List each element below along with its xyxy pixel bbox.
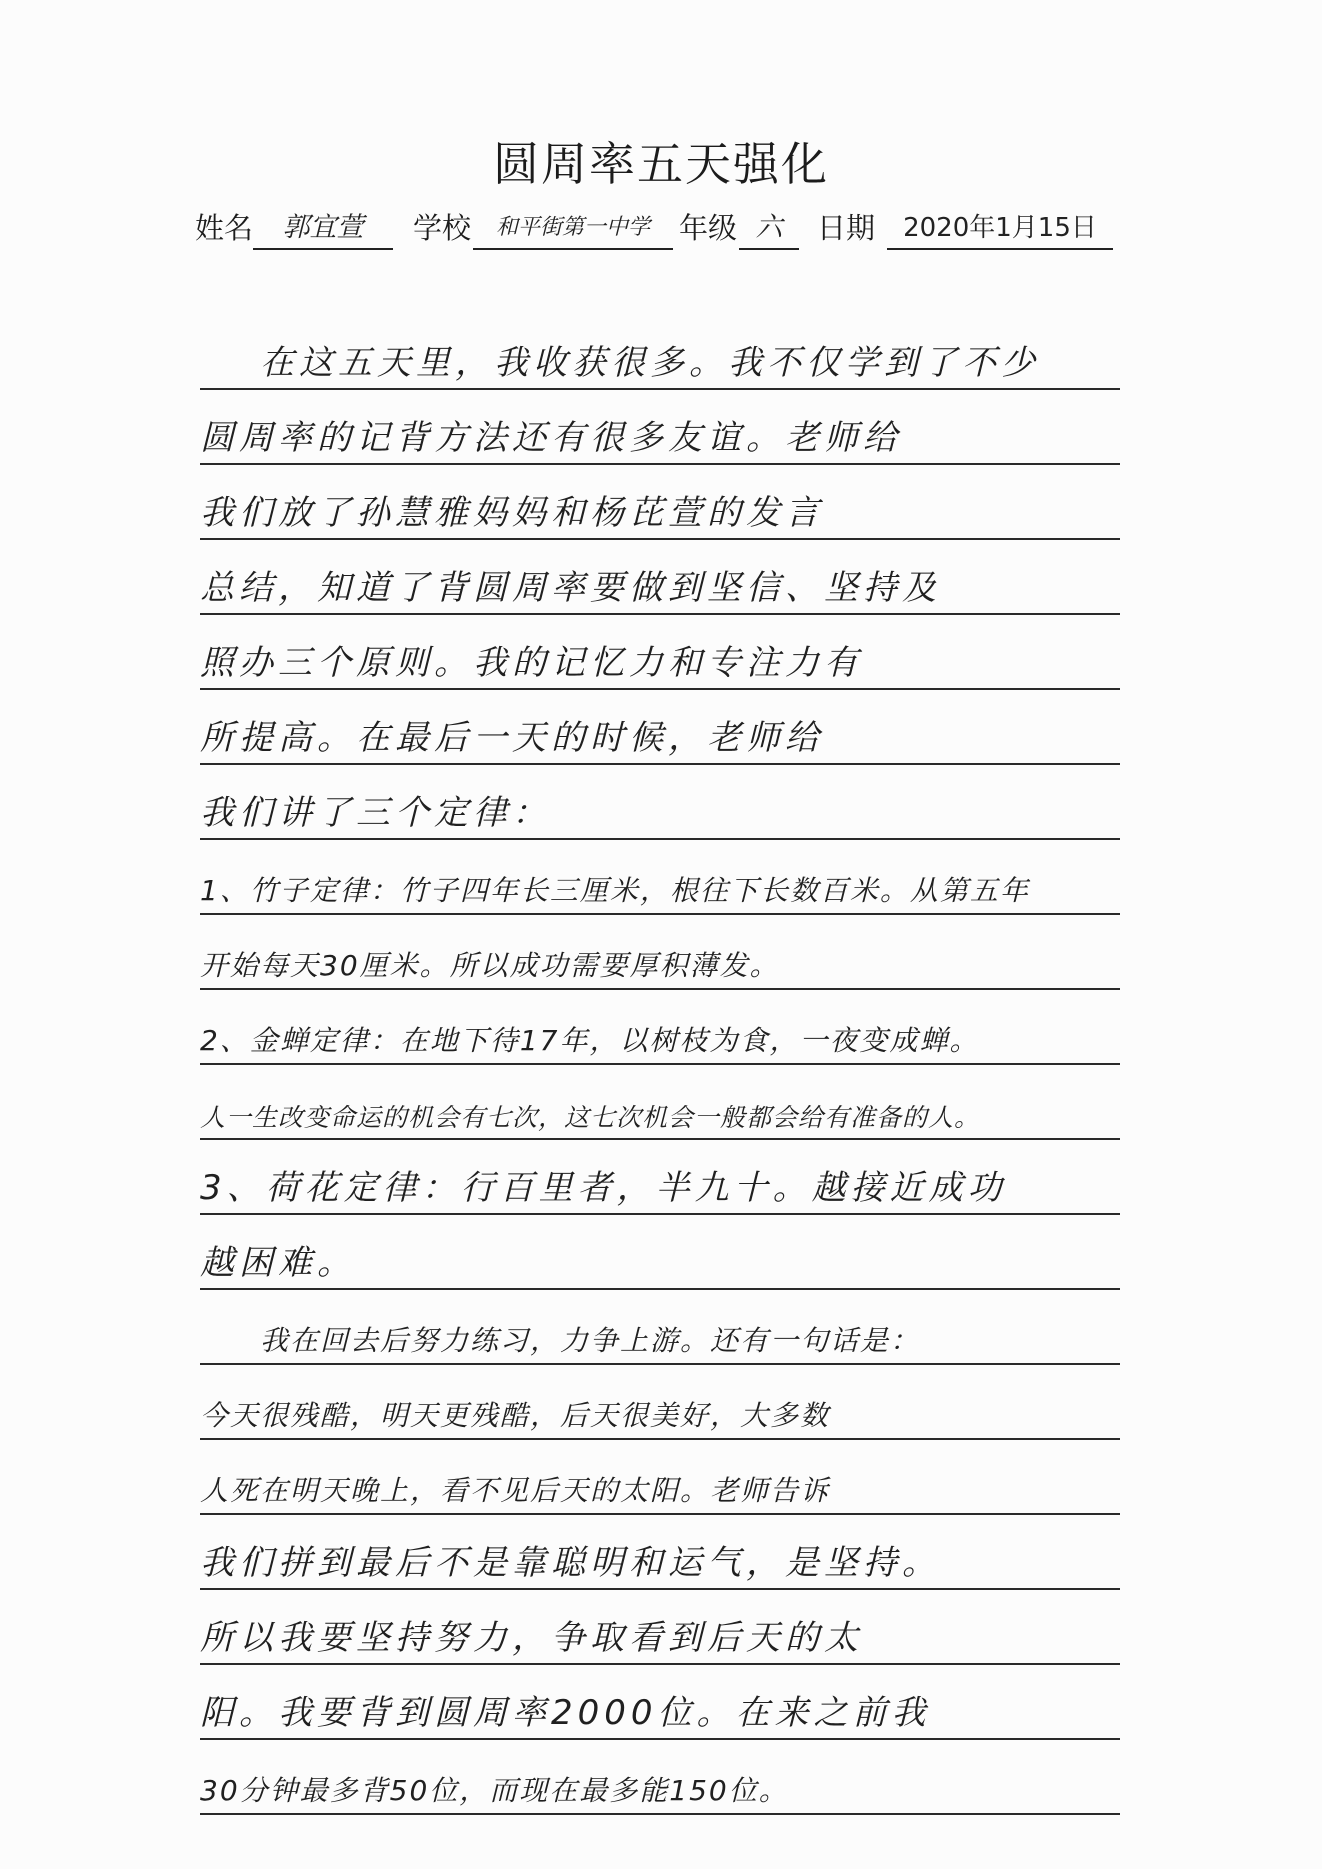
name-label: 姓名 xyxy=(195,211,254,245)
essay-line: 开始每天30厘米。所以成功需要厚积薄发。 xyxy=(200,910,1120,990)
essay-line: 3、荷花定律：行百里者，半九十。越接近成功 xyxy=(200,1135,1120,1215)
essay-line: 阳。我要背到圆周率2000位。在来之前我 xyxy=(200,1660,1120,1740)
essay-line: 在这五天里，我收获很多。我不仅学到了不少 xyxy=(200,310,1120,390)
essay-line: 人一生改变命运的机会有七次，这七次机会一般都会给有准备的人。 xyxy=(200,1060,1120,1140)
date-label: 日期 xyxy=(817,211,876,245)
essay-line: 2、金蝉定律：在地下待17年，以树枝为食，一夜变成蝉。 xyxy=(200,985,1120,1065)
essay-line: 照办三个原则。我的记忆力和专注力有 xyxy=(200,610,1120,690)
name-value: 郭宜萱 xyxy=(253,208,393,250)
date-value: 2020年1月15日 xyxy=(887,208,1113,250)
essay-line: 越困难。 xyxy=(200,1210,1120,1290)
essay-line: 今天很残酷，明天更残酷，后天很美好，大多数 xyxy=(200,1360,1120,1440)
essay-line: 我们拼到最后不是靠聪明和运气，是坚持。 xyxy=(200,1510,1120,1590)
essay-line: 我们讲了三个定律： xyxy=(200,760,1120,840)
essay-line: 我们放了孙慧雅妈妈和杨芘萱的发言 xyxy=(200,460,1120,540)
essay-line: 30分钟最多背50位，而现在最多能150位。 xyxy=(200,1735,1120,1815)
ruled-line xyxy=(200,1813,1120,1815)
essay-line: 1、竹子定律：竹子四年长三厘米，根往下长数百米。从第五年 xyxy=(200,835,1120,915)
essay-line: 总结，知道了背圆周率要做到坚信、坚持及 xyxy=(200,535,1120,615)
grade-value: 六 xyxy=(739,208,799,250)
page-title: 圆周率五天强化 xyxy=(493,137,829,191)
school-label: 学校 xyxy=(413,211,472,245)
essay-line: 圆周率的记背方法还有很多友谊。老师给 xyxy=(200,385,1120,465)
school-value: 和平街第一中学 xyxy=(473,208,673,250)
essay-line: 人死在明天晚上，看不见后天的太阳。老师告诉 xyxy=(200,1435,1120,1515)
essay-line: 所以我要坚持努力，争取看到后天的太 xyxy=(200,1585,1120,1665)
grade-label: 年级 xyxy=(679,211,738,245)
essay-line: 我在回去后努力练习，力争上游。还有一句话是： xyxy=(200,1285,1120,1365)
essay-line: 所提高。在最后一天的时候，老师给 xyxy=(200,685,1120,765)
